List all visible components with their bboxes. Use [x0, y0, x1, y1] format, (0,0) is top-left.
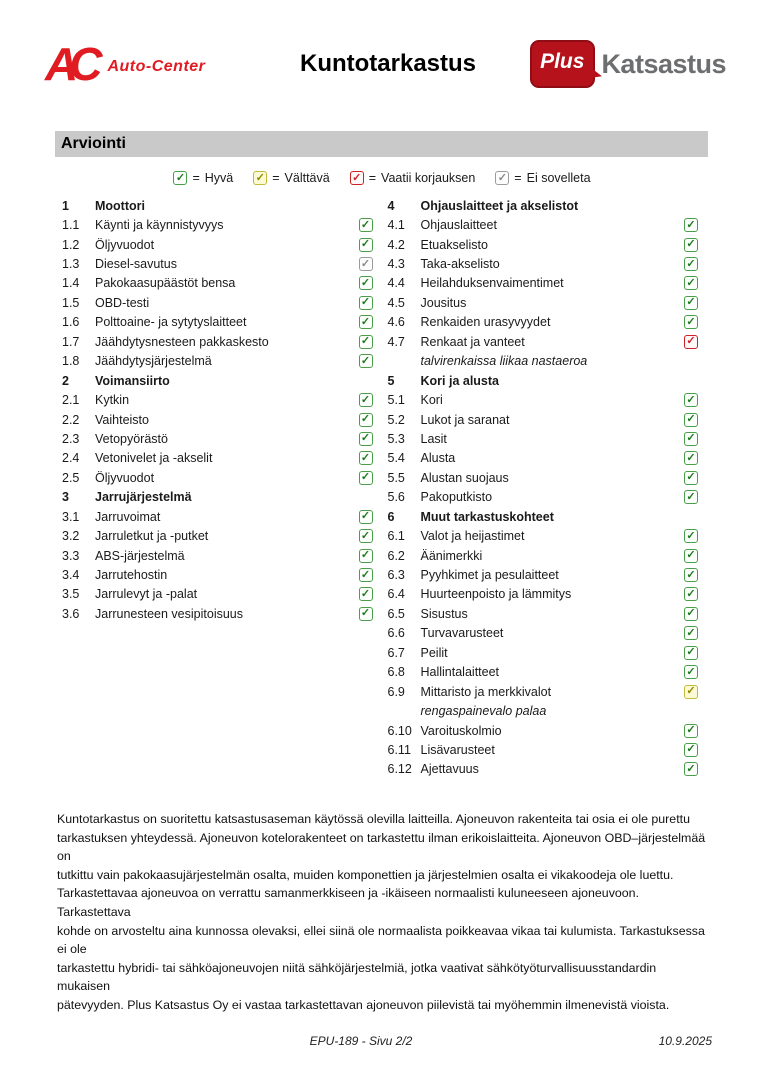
item-number: 5.6 [387, 490, 405, 505]
item-number: 3.6 [62, 606, 80, 621]
item-label: Taka-akselisto [420, 257, 500, 272]
arviointi-section-bar [55, 131, 708, 157]
check-icon: ✓ [686, 665, 696, 678]
checkbox-good-icon [359, 393, 373, 407]
item-label: Jarrulevyt ja -palat [95, 587, 198, 602]
disclaimer-line: tarkastettu hybridi- tai sähköajoneuvojen niitä sähköjärjestelmiä, jotka vaativat sähkötyöturvallisuusstandardin mukaisen [57, 960, 657, 994]
checkbox-good-icon [359, 354, 373, 368]
check-icon: ✓ [686, 724, 696, 737]
plus-katsastus-logo [536, 40, 726, 88]
checklist-item-row [388, 215, 699, 234]
checklist-item-row [388, 254, 699, 273]
check-icon: ✓ [360, 296, 371, 309]
item-number: 3.5 [62, 587, 80, 602]
section-title: Ohjauslaitteet ja akselistot [420, 198, 579, 213]
check-icon: ✓ [175, 171, 186, 184]
item-number: 6.9 [387, 684, 405, 699]
item-number: 1.5 [62, 295, 80, 310]
checklist-item-row [62, 215, 373, 234]
legend-label: Ei sovelleta [526, 171, 591, 185]
page-footer [0, 1034, 764, 1054]
auto-center-logo-mark: AC [45, 38, 94, 90]
checklist-item-row [62, 352, 373, 371]
item-label: Sisustus [420, 606, 468, 621]
item-number: 4.2 [387, 237, 405, 252]
item-label: ABS-järjestelmä [95, 548, 185, 563]
item-number: 4.6 [387, 315, 405, 330]
checkbox-good-icon [359, 315, 373, 329]
checklist-item-row [388, 682, 699, 701]
item-label: Valot ja heijastimet [420, 529, 525, 544]
checklist-item-row [388, 390, 699, 409]
check-icon: ✓ [686, 568, 696, 581]
item-number: 6.4 [387, 587, 405, 602]
item-number: 6.11 [387, 742, 411, 757]
item-number: 6 [387, 509, 395, 524]
item-label: Pakokaasupäästöt bensa [95, 276, 236, 291]
checkbox-good-icon [684, 549, 698, 563]
checklist-section-row [62, 371, 373, 390]
checklist-item-row [388, 604, 699, 623]
checklist-item-row [62, 254, 373, 273]
checklist-item-row [62, 390, 373, 409]
legend-equals-sign: = [272, 171, 280, 185]
item-label: Lasit [420, 431, 447, 446]
checklist-item-row [388, 468, 699, 487]
item-label: Öljyvuodot [95, 470, 155, 485]
item-number: 5.5 [387, 470, 405, 485]
checkbox-good-icon [359, 218, 373, 232]
check-icon: ✓ [360, 335, 371, 348]
report-header [45, 34, 726, 94]
checklist-section-row [62, 488, 373, 507]
item-label: Diesel-savutus [95, 257, 177, 272]
section-title: Jarrujärjestelmä [95, 490, 192, 505]
checkbox-good-icon [684, 315, 698, 329]
item-number: 2.3 [62, 431, 80, 446]
checkbox-good-icon [684, 587, 698, 601]
checklist-item-row [62, 565, 373, 584]
checklist-item-row [62, 293, 373, 312]
checklist-item-row [388, 410, 699, 429]
check-icon: ✓ [686, 296, 696, 309]
checkbox-fair-icon [684, 685, 698, 699]
check-icon: ✓ [686, 257, 696, 270]
checkbox-good-icon [359, 510, 373, 524]
check-icon: ✓ [686, 490, 696, 503]
check-icon: ✓ [497, 171, 507, 184]
arviointi-section-title: Arviointi [61, 135, 126, 152]
item-number: 3.3 [62, 548, 80, 563]
checklist-item-row [62, 313, 373, 332]
check-icon: ✓ [686, 685, 696, 698]
item-label: Öljyvuodot [95, 237, 155, 252]
legend-equals-sign: = [192, 171, 200, 185]
document-date: 10.9.2025 [658, 1034, 712, 1048]
checkbox-good-icon [684, 626, 698, 640]
checkbox-good-icon [359, 607, 373, 621]
checkbox-good-icon [684, 413, 698, 427]
checklist-note-row [388, 701, 699, 720]
item-number: 1.8 [62, 354, 80, 369]
status-legend [0, 171, 764, 185]
check-icon: ✓ [686, 646, 696, 659]
check-icon: ✓ [360, 607, 371, 620]
checklist-item-row [388, 488, 699, 507]
checkbox-good-icon [684, 218, 698, 232]
check-icon: ✓ [686, 549, 696, 562]
item-label: Hallintalaitteet [420, 665, 500, 680]
auto-center-logo-text: Auto-Center [107, 58, 206, 75]
disclaimer-line: tarkastuksen yhteydessä. Ajoneuvon kotelorakenteet on tarkastettu ilman erikoislaitteita. Ajoneuvon OBD–järjestelmää on [57, 830, 706, 864]
item-number: 5.3 [387, 431, 405, 446]
legend-item-good [173, 171, 233, 185]
legend-equals-sign: = [514, 171, 522, 185]
check-icon: ✓ [686, 626, 696, 639]
check-icon: ✓ [686, 238, 696, 251]
checklist-item-row [388, 293, 699, 312]
item-label: Mittaristo ja merkkivalot [420, 684, 552, 699]
item-label: Renkaat ja vanteet [420, 334, 525, 349]
item-note: rengaspainevalo palaa [420, 704, 547, 719]
checkbox-na-icon [359, 257, 373, 271]
checklist-section-row [388, 371, 699, 390]
checkbox-good-icon [359, 471, 373, 485]
checklist-left-column [62, 196, 373, 779]
checklist [62, 196, 698, 779]
check-icon: ✓ [686, 587, 696, 600]
checkbox-good-icon [359, 587, 373, 601]
check-icon: ✓ [686, 743, 696, 756]
item-label: Alusta [420, 451, 456, 466]
checklist-item-row [388, 585, 699, 604]
checkbox-good-icon [684, 607, 698, 621]
disclaimer-line: kohde on arvosteltu aina kunnossa olevaksi, ellei siinä ole normaalista poikkeavaa vikaa tai kulumista. Tarkastuksessa ei ole [57, 923, 705, 957]
check-icon: ✓ [360, 354, 371, 367]
item-number: 6.5 [387, 606, 405, 621]
check-icon: ✓ [686, 529, 696, 542]
checkbox-good-icon [359, 413, 373, 427]
item-label: OBD-testi [95, 295, 150, 310]
item-label: Alustan suojaus [420, 470, 509, 485]
section-title: Kori ja alusta [420, 373, 499, 388]
legend-label: Vaatii korjauksen [381, 171, 476, 185]
disclaimer-text [57, 810, 711, 1015]
checkbox-good-icon [684, 724, 698, 738]
item-label: Jousitus [420, 295, 467, 310]
item-label: Huurteenpoisto ja lämmitys [420, 587, 572, 602]
check-icon: ✓ [686, 393, 696, 406]
checklist-item-row [388, 663, 699, 682]
item-label: Jarrutehostin [95, 568, 168, 583]
item-number: 2.5 [62, 470, 80, 485]
checklist-item-row [388, 740, 699, 759]
checkbox-repair-icon [684, 335, 698, 349]
check-icon: ✓ [360, 315, 371, 328]
checklist-item-row [62, 546, 373, 565]
item-number: 3.4 [62, 568, 80, 583]
checklist-item-row [388, 235, 699, 254]
item-label: Jäähdytysnesteen pakkaskesto [95, 334, 269, 349]
item-number: 6.6 [387, 626, 405, 641]
checklist-item-row [388, 274, 699, 293]
item-number: 1.7 [62, 334, 80, 349]
item-number: 4.1 [387, 218, 405, 233]
section-title: Muut tarkastuskohteet [420, 509, 554, 524]
checkbox-good-icon [684, 451, 698, 465]
check-icon: ✓ [352, 171, 362, 184]
checkbox-good-icon [684, 762, 698, 776]
item-number: 2.1 [62, 393, 80, 408]
checklist-item-row [62, 332, 373, 351]
checkbox-repair-icon [350, 171, 364, 185]
check-icon: ✓ [360, 393, 371, 406]
check-icon: ✓ [360, 238, 371, 251]
checklist-item-row [62, 410, 373, 429]
checkbox-good-icon [173, 171, 187, 185]
item-number: 4 [387, 198, 395, 213]
checkbox-good-icon [684, 393, 698, 407]
checklist-item-row [388, 546, 699, 565]
check-icon: ✓ [360, 451, 371, 464]
item-label: Äänimerkki [420, 548, 483, 563]
item-number: 1 [62, 198, 69, 213]
checklist-section-row [62, 196, 373, 215]
item-number: 5.1 [387, 393, 405, 408]
checklist-item-row [388, 721, 699, 740]
checklist-section-row [388, 507, 699, 526]
item-label: Jarruletkut ja -putket [95, 529, 209, 544]
checklist-item-row [62, 429, 373, 448]
legend-label: Hyvä [204, 171, 234, 185]
item-number: 4.7 [387, 334, 405, 349]
item-label: Polttoaine- ja sytytyslaitteet [95, 315, 247, 330]
item-number: 1.1 [62, 218, 80, 233]
checkbox-good-icon [359, 549, 373, 563]
checklist-item-row [62, 507, 373, 526]
item-number: 6.7 [387, 645, 405, 660]
item-label: Heilahduksenvaimentimet [420, 276, 564, 291]
check-icon: ✓ [686, 335, 696, 348]
checkbox-good-icon [684, 276, 698, 290]
checkbox-good-icon [684, 471, 698, 485]
checkbox-fair-icon [253, 171, 267, 185]
item-label: Jäähdytysjärjestelmä [95, 354, 212, 369]
check-icon: ✓ [686, 471, 696, 484]
checklist-item-row [388, 526, 699, 545]
item-number: 6.1 [387, 529, 405, 544]
check-icon: ✓ [360, 549, 371, 562]
item-number: 3.1 [62, 509, 80, 524]
checkbox-good-icon [684, 257, 698, 271]
check-icon: ✓ [360, 510, 371, 523]
checkbox-good-icon [359, 568, 373, 582]
item-label: Pakoputkisto [420, 490, 493, 505]
checklist-item-row [62, 449, 373, 468]
auto-center-logo [45, 38, 240, 90]
check-icon: ✓ [360, 218, 371, 231]
item-number: 3 [62, 490, 69, 505]
item-number: 1.2 [62, 237, 80, 252]
check-icon: ✓ [686, 762, 696, 775]
item-number: 1.4 [62, 276, 80, 291]
checkbox-good-icon [359, 296, 373, 310]
check-icon: ✓ [360, 587, 371, 600]
check-icon: ✓ [360, 257, 371, 270]
checkbox-good-icon [684, 432, 698, 446]
item-number: 6.3 [387, 568, 405, 583]
check-icon: ✓ [360, 568, 371, 581]
item-label: Jarrunesteen vesipitoisuus [95, 606, 243, 621]
checklist-item-row [388, 643, 699, 662]
item-number: 5.2 [387, 412, 405, 427]
item-number: 6.12 [387, 762, 412, 777]
checklist-item-row [388, 313, 699, 332]
check-icon: ✓ [255, 171, 265, 184]
item-number: 6.8 [387, 665, 405, 680]
section-title: Voimansiirto [95, 373, 170, 388]
checkbox-good-icon [684, 529, 698, 543]
item-number: 5 [387, 373, 395, 388]
check-icon: ✓ [686, 413, 696, 426]
disclaimer-line: tutkittu vain pakokaasujärjestelmän osalta, muiden komponettien ja järjestelmien osalta ei vikakoodeja ole luettu. [57, 867, 674, 882]
disclaimer-line: Kuntotarkastus on suoritettu katsastusaseman käytössä olevilla laitteilla. Ajoneuvon rakenteita tai osia ei ole purettu [57, 812, 690, 826]
check-icon: ✓ [686, 276, 696, 289]
checklist-item-row [62, 274, 373, 293]
item-label: Lukot ja saranat [420, 412, 510, 427]
item-number: 1.3 [62, 257, 80, 272]
checklist-item-row [388, 332, 699, 351]
plus-badge-icon: Plus [530, 40, 595, 88]
checklist-item-row [388, 624, 699, 643]
item-label: Kytkin [95, 393, 130, 408]
check-icon: ✓ [686, 432, 696, 445]
item-number: 2.2 [62, 412, 80, 427]
check-icon: ✓ [360, 432, 371, 445]
checklist-note-row [388, 352, 699, 371]
item-number: 1.6 [62, 315, 80, 330]
item-label: Ajettavuus [420, 762, 479, 777]
page-title: Kuntotarkastus [299, 50, 477, 77]
item-label: Pyyhkimet ja pesulaitteet [420, 568, 559, 583]
check-icon: ✓ [686, 607, 696, 620]
checklist-item-row [388, 760, 699, 779]
checklist-item-row [62, 235, 373, 254]
item-label: Jarruvoimat [95, 509, 161, 524]
item-label: Vaihteisto [95, 412, 149, 427]
checkbox-good-icon [359, 432, 373, 446]
check-icon: ✓ [686, 451, 696, 464]
check-icon: ✓ [686, 218, 696, 231]
checkbox-good-icon [684, 238, 698, 252]
checkbox-good-icon [684, 646, 698, 660]
legend-label: Välttävä [284, 171, 330, 185]
checkbox-na-icon [495, 171, 509, 185]
checklist-item-row [388, 565, 699, 584]
checkbox-good-icon [359, 451, 373, 465]
item-number: 4.5 [387, 295, 405, 310]
check-icon: ✓ [360, 471, 371, 484]
item-number: 6.10 [387, 723, 412, 738]
plus-katsastus-logo-text: Katsastus [601, 48, 726, 79]
item-label: Ohjauslaitteet [420, 218, 497, 233]
check-icon: ✓ [360, 413, 371, 426]
legend-item-repair [350, 171, 476, 185]
checkbox-good-icon [684, 743, 698, 757]
disclaimer-line: pätevyyden. Plus Katsastus Oy ei vastaa tarkastettavan ajoneuvon piilevistä tai myöhemmin ilmenevistä vioista. [57, 997, 670, 1012]
checkbox-good-icon [359, 276, 373, 290]
item-label: Kori [420, 393, 443, 408]
checkbox-good-icon [684, 665, 698, 679]
check-icon: ✓ [360, 276, 371, 289]
item-number: 2.4 [62, 451, 80, 466]
checklist-item-row [62, 526, 373, 545]
item-label: Varoituskolmio [420, 723, 502, 738]
item-label: Vetonivelet ja -akselit [95, 451, 213, 466]
checkbox-good-icon [359, 335, 373, 349]
item-label: Renkaiden urasyvyydet [420, 315, 551, 330]
item-label: Käynti ja käynnistyvyys [95, 218, 224, 233]
section-title: Moottori [95, 198, 145, 213]
document-page-number: EPU-189 - Sivu 2/2 [309, 1034, 413, 1048]
checkbox-good-icon [684, 296, 698, 310]
item-number: 3.2 [62, 529, 80, 544]
item-label: Turvavarusteet [420, 626, 504, 641]
legend-item-fair [253, 171, 329, 185]
checklist-right-column [388, 196, 699, 779]
item-label: Lisävarusteet [420, 742, 495, 757]
checkbox-good-icon [359, 529, 373, 543]
item-note: talvirenkaissa liikaa nastaeroa [420, 354, 588, 369]
item-number: 5.4 [387, 451, 405, 466]
item-label: Peilit [420, 645, 448, 660]
legend-item-na [495, 171, 590, 185]
check-icon: ✓ [686, 315, 696, 328]
legend-equals-sign: = [368, 171, 377, 185]
check-icon: ✓ [360, 529, 371, 542]
item-number: 2 [62, 373, 69, 388]
checkbox-good-icon [684, 490, 698, 504]
checklist-item-row [62, 585, 373, 604]
item-label: Etuakselisto [420, 237, 488, 252]
item-number: 4.3 [387, 257, 405, 272]
checklist-item-row [388, 449, 699, 468]
item-number: 4.4 [387, 276, 405, 291]
item-label: Vetopyörästö [95, 431, 168, 446]
checkbox-good-icon [359, 238, 373, 252]
checklist-item-row [62, 604, 373, 623]
checklist-section-row [388, 196, 699, 215]
disclaimer-line: Tarkastettavaa ajoneuvoa on verrattu samanmerkkiseen ja -ikäiseen normaalisti kuluneeseen ajoneuvoon. Tarkastettava [57, 886, 640, 919]
checkbox-good-icon [684, 568, 698, 582]
checklist-item-row [62, 468, 373, 487]
checklist-item-row [388, 429, 699, 448]
item-number: 6.2 [387, 548, 405, 563]
